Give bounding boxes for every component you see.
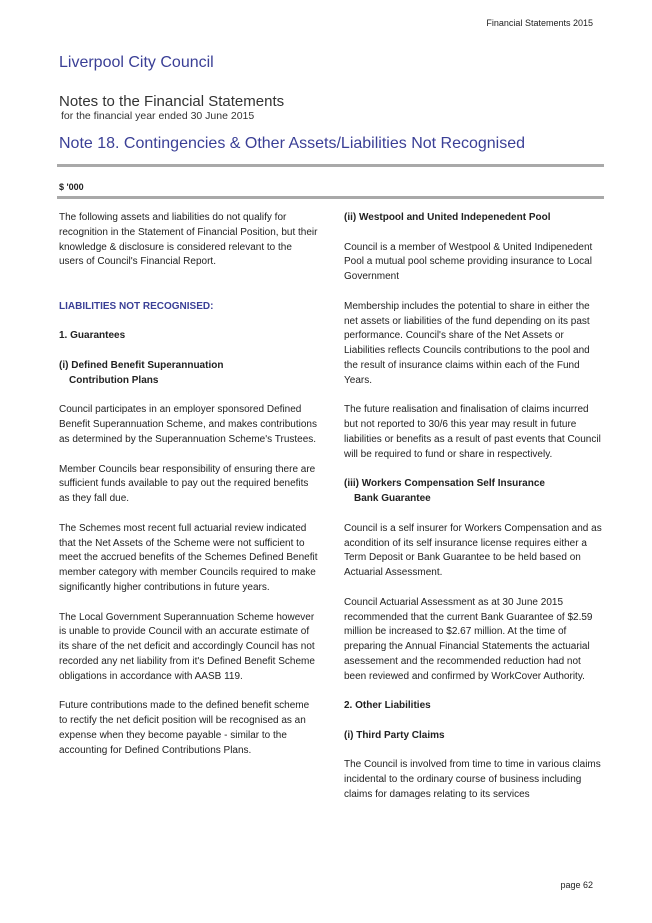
paragraph: The Council is involved from time to time in various claims incidental to the ordinary course of business including claims for damages relating to its services (344, 759, 601, 801)
paragraph: Future contributions made to the defined benefit scheme to rectify the net deficit position will be recognised as an expense when they become payable - similar to the accounting for Defined Contributions Plans. (59, 700, 310, 756)
paragraph: Council is a self insurer for Workers Compensation and as acondition of its self insurance license requires either a Term Deposit or Bank Guarantee to be held based on Actuarial Assessment. (344, 522, 602, 579)
liabilities-heading: LIABILITIES NOT RECOGNISED: (59, 300, 214, 312)
unit-divider (57, 196, 604, 199)
right-column (344, 211, 604, 818)
paragraph: Council Actuarial Assessment as at 30 June 2015 recommended that the current Bank Guarantee of $2.59 million be increased to $2.67 million. At the time of preparing the Annual Financial Statements the actuarial asessement and the recommended reduction had not been reviewed and confirmed by WorkCover Authority. (344, 596, 593, 682)
left-column (59, 211, 319, 773)
dbs-heading (59, 359, 319, 389)
paragraph: Membership includes the potential to share in either the net assets or liabilities of the fund depending on its past performance. Council's share of the Net Assets or Liabilities reflects Councils contributions to the pool and the result of insurance claims within each of the Fund Years. (344, 300, 590, 386)
dbs-heading-line2: Contribution Plans (69, 374, 159, 386)
workers-comp-heading-line1: (iii) Workers Compensation Self Insurance (344, 478, 545, 490)
paragraph: Council participates in an employer sponsored Defined Benefit Superannuation Scheme, and makes contributions as determined by the Superannuation Scheme's Trustees. (59, 404, 317, 445)
westpool-heading: (ii) Westpool and United Indepenedent Pool (344, 212, 551, 223)
section-subtitle: for the financial year ended 30 June 2015 (61, 110, 255, 122)
paragraph: Member Councils bear responsibility of ensuring there are sufficient funds available to pay out the required benefits as they fall due. (59, 463, 316, 505)
workers-comp-heading (344, 477, 604, 507)
title-divider (57, 164, 604, 167)
dbs-heading-line1: (i) Defined Benefit Superannuation (59, 359, 224, 371)
third-party-claims-heading: (i) Third Party Claims (344, 729, 445, 741)
page-number: page 62 (560, 880, 593, 890)
report-label: Financial Statements 2015 (486, 18, 593, 28)
other-liabilities-heading: 2. Other Liabilities (344, 700, 431, 712)
note-title: Note 18. Contingencies & Other Assets/Liabilities Not Recognised (59, 135, 526, 152)
paragraph: The Schemes most recent full actuarial review indicated that the Net Assets of the Scheme were not sufficient to meet the accrued benefits of the Schemes Defined Benefit member category with member Councils required to make significantly higher contributions in future years. (59, 522, 318, 593)
paragraph: The future realisation and finalisation of claims incurred but not reported to 30/6 this year may result in future liabilities or benefits as a result of past events that Council will be required to fund or share in respectively. (344, 404, 601, 460)
unit-label: $ '000 (59, 182, 84, 192)
guarantees-heading: 1. Guarantees (59, 330, 126, 342)
intro-paragraph: The following assets and liabilities do not qualify for recognition in the Statement of Financial Position, but their knowledge & disclosure is considered relevant to the users of Council's Financial Report. (59, 212, 318, 268)
paragraph: The Local Government Superannuation Scheme however is unable to provide Council with an accurate estimate of its share of the net deficit and accordingly Council has not recorded any net liability from it's Defined Benefit Scheme obligations in accordance with AASB 119. (59, 611, 315, 682)
section-title: Notes to the Financial Statements (59, 93, 285, 110)
council-name: Liverpool City Council (59, 54, 214, 71)
paragraph: Council is a member of Westpool & United Indipenedent Pool a mutual pool scheme providing insurance to Local Government (344, 241, 593, 283)
workers-comp-heading-line2: Bank Guarantee (354, 493, 431, 505)
